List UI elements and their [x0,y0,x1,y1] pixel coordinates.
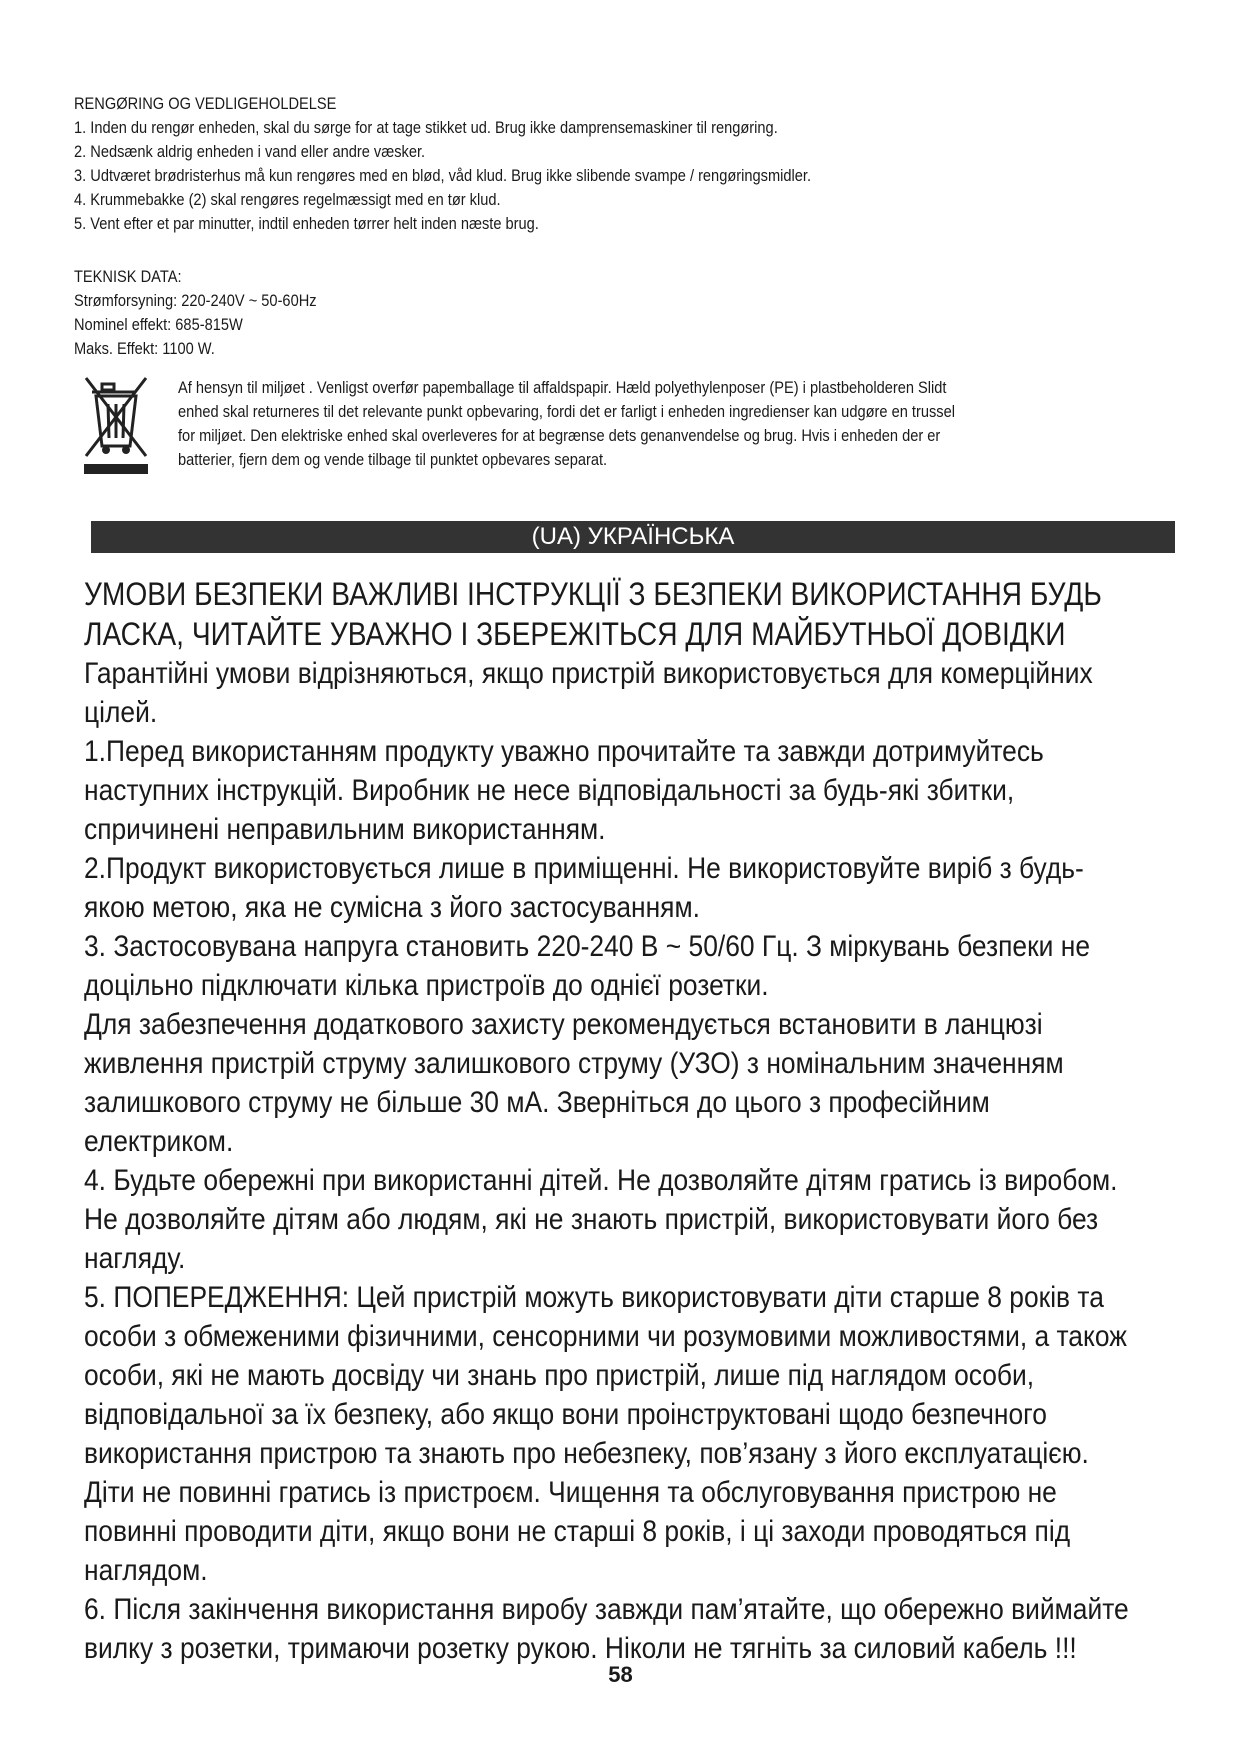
ua-text-line: вилку з розетки, тримаючи розетку рукою. Ніколи не тягніть за силовий кабель !!! [84,1632,1077,1665]
ua-text-line: цілей. [84,696,158,729]
technical-data-section [74,265,317,361]
ua-text-line: наступних інструкцій. Виробник не несе відповідальності за будь-які збитки, [84,774,1015,807]
ua-text-line: 1.Перед використанням продукту уважно прочитайте та завжди дотримуйтесь [84,735,1044,768]
ua-heading-line: УМОВИ БЕЗПЕКИ ВАЖЛИВІ ІНСТРУКЦІЇ З БЕЗПЕКИ ВИКОРИСТАННЯ БУДЬ [84,576,1102,612]
environment-line: enhed skal returneres til det relevante punkt opbevaring, fordi det er farligt i enheden ingredienser kan udgøre en trussel [178,402,955,421]
ua-text-line: Не дозволяйте дітям або людям, які не знають пристрій, використовувати його без [84,1203,1099,1236]
technical-data-line: Maks. Effekt: 1100 W. [74,339,215,358]
ua-text-line: якою метою, яка не сумісна з його застосуванням. [84,891,700,924]
environment-line: batterier, fjern dem og vende tilbage til punktet opbevares separat. [178,450,608,469]
ua-text-line: 2.Продукт використовується лише в приміщенні. Не використовуйте виріб з будь- [84,852,1084,885]
ua-text-line: Для забезпечення додаткового захисту рекомендується встановити в ланцюзі [84,1008,1043,1041]
cleaning-title: RENGØRING OG VEDLIGEHOLDELSE [74,94,337,113]
ua-text-line: 5. ПОПЕРЕДЖЕННЯ: Цей пристрій можуть використовувати діти старше 8 років та [84,1281,1104,1314]
cleaning-item: 2. Nedsænk aldrig enheden i vand eller andre væsker. [74,142,426,161]
ua-text-line: 4. Будьте обережні при використанні дітей. Не дозволяйте дітям гратись із виробом. [84,1164,1118,1197]
ua-text-line: електриком. [84,1125,234,1158]
ua-heading-line: ЛАСКА, ЧИТАЙТЕ УВАЖНО І ЗБЕРЕЖІТЬСЯ ДЛЯ МАЙБУТНЬОЇ ДОВІДКИ [84,616,1066,652]
page-number: 58 [608,1662,633,1687]
weee-crossed-bin-icon [80,372,154,476]
ua-text-line: використання пристрою та знають про небезпеку, пов’язану з його експлуатацією. [84,1437,1089,1470]
technical-data-line: Nominel effekt: 685-815W [74,315,243,334]
ua-section-header: (UA) УКРАЇНСЬКА [91,521,1175,553]
ua-text-line: відповідальної за їх безпеку, або якщо вони проінструктовані щодо безпечного [84,1398,1047,1431]
cleaning-section [74,92,811,236]
ua-text-line: Гарантійні умови відрізняються, якщо пристрій використовується для комерційних [84,657,1093,690]
environment-text [178,376,955,472]
cleaning-item: 3. Udtværet brødristerhus må kun rengøres med en blød, våd klud. Brug ikke slibende svampe / rengøringsmidler. [74,166,812,185]
ua-section [84,574,1241,1668]
cleaning-item: 1. Inden du rengør enheden, skal du sørge for at tage stikket ud. Brug ikke damprensemaskiner til rengøring. [74,118,778,137]
ua-text-line: 6. Після закінчення використання виробу завжди пам’ятайте, що обережно виймайте [84,1593,1129,1626]
ua-text-line: 3. Застосовувана напруга становить 220-240 В ~ 50/60 Гц. З міркувань безпеки не [84,930,1091,963]
ua-text-line: спричинені неправильним використанням. [84,813,606,846]
ua-text-line: повинні проводити діти, якщо вони не старші 8 років, і ці заходи проводяться під [84,1515,1071,1548]
technical-data-title: TEKNISK DATA: [74,267,182,286]
ua-text-line: залишкового струму не більше 30 мА. Зверніться до цього з професійним [84,1086,990,1119]
environment-section [74,372,1174,482]
ua-text-line: доцільно підключати кілька пристроїв до однієї розетки. [84,969,769,1002]
ua-text-line: живлення пристрій струму залишкового струму (УЗО) з номінальним значенням [84,1047,1064,1080]
ua-text-line: особи з обмеженими фізичними, сенсорними чи розумовими можливостями, а також [84,1320,1127,1353]
technical-data-line: Strømforsyning: 220-240V ~ 50-60Hz [74,291,317,310]
ua-text-line: Діти не повинні гратись із пристроєм. Чищення та обслуговування пристрою не [84,1476,1057,1509]
cleaning-item: 4. Krummebakke (2) skal rengøres regelmæssigt med en tør klud. [74,190,501,209]
ua-text-line: нагляду. [84,1242,186,1275]
cleaning-item: 5. Vent efter et par minutter, indtil enheden tørrer helt inden næste brug. [74,214,539,233]
environment-line: for miljøet. Den elektriske enhed skal overleveres for at begrænse dets genanvendelse og brug. Hvis i enheden der er [178,426,941,445]
ua-text-line: особи, які не мають досвіду чи знань про пристрій, лише під наглядом особи, [84,1359,1035,1392]
ua-text-line: наглядом. [84,1554,208,1587]
environment-line: Af hensyn til miljøet . Venligst overfør papemballage til affaldspapir. Hæld polyethylenposer (PE) i plastbeholderen Slidt [178,378,947,397]
